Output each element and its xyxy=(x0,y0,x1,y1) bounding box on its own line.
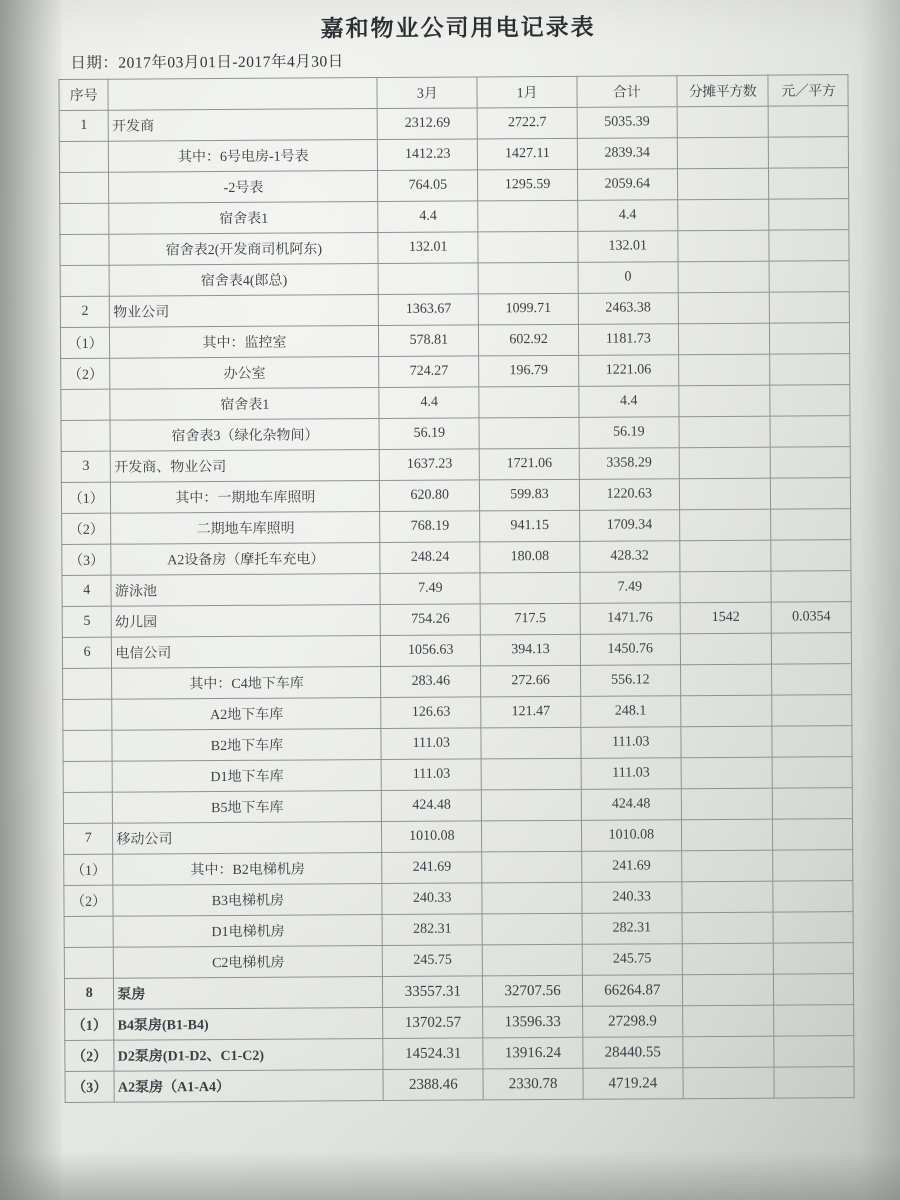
cell-no: 4 xyxy=(62,575,112,606)
cell-rate xyxy=(773,788,853,819)
cell-item: 宿舍表4(郎总) xyxy=(109,264,378,297)
cell-item: A2泵房（A1-A4） xyxy=(114,1070,383,1103)
cell-total: 111.03 xyxy=(581,758,681,790)
cell-total: 2059.64 xyxy=(577,169,677,201)
cell-month-3: 4.4 xyxy=(378,201,478,233)
cell-total: 66264.87 xyxy=(582,975,682,1007)
cell-month-1: 941.15 xyxy=(480,510,580,542)
cell-month-3: 283.46 xyxy=(381,666,481,698)
cell-share-area xyxy=(680,633,772,665)
cell-share-area xyxy=(677,168,769,200)
cell-share-area: 1542 xyxy=(680,602,772,634)
cell-share-area xyxy=(682,881,774,913)
table-row xyxy=(64,850,853,886)
cell-month-3: 1637.23 xyxy=(380,449,480,481)
cell-share-area xyxy=(680,695,772,727)
cell-share-area xyxy=(677,199,769,231)
table-row xyxy=(65,1067,854,1103)
cell-no xyxy=(60,203,110,234)
cell-month-1 xyxy=(480,572,580,604)
cell-item: 移动公司 xyxy=(113,822,382,855)
cell-month-1 xyxy=(479,417,579,449)
table-row xyxy=(63,757,852,793)
cell-month-3: 768.19 xyxy=(380,511,480,543)
cell-month-1: 180.08 xyxy=(480,541,580,573)
cell-no: 8 xyxy=(64,978,114,1009)
cell-no: 3 xyxy=(61,451,111,482)
table-row xyxy=(64,881,853,917)
page-title: 嘉和物业公司用电记录表 xyxy=(320,14,596,42)
cell-item: 宿舍表3（绿化杂物间） xyxy=(110,419,379,452)
cell-total: 2839.34 xyxy=(577,138,677,170)
cell-no xyxy=(63,730,113,761)
header-month-3: 3月 xyxy=(377,77,477,109)
cell-no xyxy=(63,792,113,823)
cell-item: 办公室 xyxy=(110,357,379,390)
cell-item: 开发商、物业公司 xyxy=(111,450,380,483)
cell-share-area xyxy=(678,354,770,386)
cell-no xyxy=(63,699,113,730)
cell-month-3: 13702.57 xyxy=(383,1007,483,1039)
cell-no: （1） xyxy=(61,482,111,513)
cell-rate xyxy=(771,540,851,571)
cell-share-area xyxy=(678,385,770,417)
cell-total: 248.1 xyxy=(581,696,681,728)
table-row xyxy=(60,323,849,359)
cell-month-1 xyxy=(478,231,578,263)
cell-item: 其中：B2电梯机房 xyxy=(113,853,382,886)
cell-total: 7.49 xyxy=(580,572,680,604)
cell-rate xyxy=(770,292,850,323)
cell-month-1 xyxy=(482,820,582,852)
cell-total: 0 xyxy=(578,262,678,294)
cell-share-area xyxy=(681,788,773,820)
header-total: 合计 xyxy=(577,76,677,108)
cell-item: A2地下车库 xyxy=(112,698,381,731)
cell-total: 1221.06 xyxy=(579,355,679,387)
table-row xyxy=(64,912,853,948)
cell-item: 其中：C4地下车库 xyxy=(112,667,381,700)
cell-item: 幼儿园 xyxy=(112,605,381,638)
table-row xyxy=(60,199,849,235)
cell-month-1 xyxy=(482,944,582,976)
header-month-1: 1月 xyxy=(477,76,577,108)
cell-rate xyxy=(772,664,852,695)
cell-total: 424.48 xyxy=(581,789,681,821)
cell-rate xyxy=(772,757,852,788)
cell-month-1: 2330.78 xyxy=(483,1068,583,1100)
table-row xyxy=(63,664,852,700)
cell-month-3: 4.4 xyxy=(379,387,479,419)
cell-month-3: 754.26 xyxy=(381,604,481,636)
cell-month-1: 602.92 xyxy=(479,324,579,356)
cell-item: 游泳池 xyxy=(111,574,380,607)
cell-no: （3） xyxy=(62,544,112,575)
cell-share-area xyxy=(679,478,771,510)
cell-no: （1） xyxy=(65,1009,115,1040)
table-row xyxy=(64,943,853,979)
cell-rate xyxy=(769,168,849,199)
cell-total: 3358.29 xyxy=(579,448,679,480)
cell-month-3: 1412.23 xyxy=(378,139,478,171)
cell-no: （1） xyxy=(64,854,114,885)
cell-item: 宿舍表1 xyxy=(110,388,379,421)
cell-rate xyxy=(773,912,853,943)
cell-no: 7 xyxy=(63,823,113,854)
cell-no xyxy=(61,420,111,451)
cell-month-1: 1295.59 xyxy=(478,169,578,201)
table-row xyxy=(61,447,850,483)
cell-total: 1471.76 xyxy=(580,603,680,635)
cell-total: 1450.76 xyxy=(580,634,680,666)
table-row xyxy=(63,819,852,855)
cell-item: B2地下车库 xyxy=(112,729,381,762)
photo-shadow-right xyxy=(860,0,900,1200)
header-share-area: 分摊平方数 xyxy=(677,75,769,107)
table-row xyxy=(62,602,851,638)
cell-rate xyxy=(770,385,850,416)
cell-no xyxy=(63,668,113,699)
cell-month-1 xyxy=(482,882,582,914)
cell-month-1 xyxy=(481,789,581,821)
cell-rate xyxy=(770,354,850,385)
header-item xyxy=(108,78,377,111)
cell-item: B3电梯机房 xyxy=(113,884,382,917)
cell-rate xyxy=(774,1005,854,1036)
cell-item: B4泵房(B1-B4) xyxy=(114,1008,383,1041)
cell-total: 4.4 xyxy=(579,386,679,418)
table-body xyxy=(59,106,854,1103)
cell-total: 4.4 xyxy=(578,200,678,232)
cell-no: （2） xyxy=(65,1040,115,1071)
cell-share-area xyxy=(682,943,774,975)
cell-rate xyxy=(771,447,851,478)
cell-total: 4719.24 xyxy=(583,1068,683,1100)
photo-shadow-bottom xyxy=(0,1152,900,1200)
cell-share-area xyxy=(678,261,770,293)
table-header-row xyxy=(59,75,848,111)
cell-rate xyxy=(769,137,849,168)
cell-month-1: 272.66 xyxy=(481,665,581,697)
cell-rate xyxy=(772,726,852,757)
cell-no xyxy=(60,234,110,265)
table-row xyxy=(60,230,849,266)
cell-total: 27298.9 xyxy=(583,1006,683,1038)
cell-share-area xyxy=(681,819,773,851)
table-row xyxy=(62,540,851,576)
cell-no xyxy=(64,947,114,978)
table-header xyxy=(59,75,848,111)
cell-share-area xyxy=(682,912,774,944)
cell-item: 其中：6号电房-1号表 xyxy=(109,140,378,173)
cell-total: 556.12 xyxy=(580,665,680,697)
cell-share-area xyxy=(679,447,771,479)
cell-item: 宿舍表1 xyxy=(109,202,378,235)
cell-share-area xyxy=(679,509,771,541)
cell-no xyxy=(60,172,110,203)
cell-rate xyxy=(774,1067,854,1098)
cell-rate xyxy=(770,416,850,447)
cell-rate xyxy=(773,819,853,850)
cell-rate xyxy=(768,106,848,137)
cell-no xyxy=(63,761,113,792)
cell-month-1: 121.47 xyxy=(481,696,581,728)
cell-rate xyxy=(769,230,849,261)
cell-month-3: 132.01 xyxy=(378,232,478,264)
cell-month-1: 1099.71 xyxy=(478,293,578,325)
cell-rate xyxy=(769,261,849,292)
cell-month-3: 1010.08 xyxy=(382,821,482,853)
cell-month-1 xyxy=(478,262,578,294)
cell-month-3: 56.19 xyxy=(379,418,479,450)
cell-month-3: 245.75 xyxy=(383,945,483,977)
cell-month-1: 717.5 xyxy=(480,603,580,635)
cell-share-area xyxy=(683,1067,775,1099)
cell-share-area xyxy=(678,323,770,355)
cell-month-3: 2388.46 xyxy=(383,1069,483,1101)
table-row xyxy=(64,974,853,1010)
cell-month-3: 424.48 xyxy=(382,790,482,822)
cell-month-3: 1363.67 xyxy=(379,294,479,326)
cell-no xyxy=(61,389,111,420)
cell-rate xyxy=(772,633,852,664)
table-row xyxy=(60,261,849,297)
cell-month-3: 33557.31 xyxy=(383,976,483,1008)
cell-item: 开发商 xyxy=(109,109,378,142)
cell-month-3: 241.69 xyxy=(382,852,482,884)
cell-month-3: 578.81 xyxy=(379,325,479,357)
cell-share-area xyxy=(677,137,769,169)
cell-no xyxy=(64,916,114,947)
cell-rate xyxy=(770,323,850,354)
cell-rate xyxy=(772,695,852,726)
cell-month-1: 13596.33 xyxy=(483,1006,583,1038)
cell-total: 240.33 xyxy=(582,882,682,914)
table-row xyxy=(63,788,852,824)
document-page xyxy=(58,3,865,1103)
cell-month-1 xyxy=(481,758,581,790)
cell-rate xyxy=(774,943,854,974)
cell-month-1 xyxy=(478,200,578,232)
cell-share-area xyxy=(680,664,772,696)
cell-no: 6 xyxy=(62,637,112,668)
cell-month-1: 2722.7 xyxy=(477,107,577,139)
cell-month-1 xyxy=(482,851,582,883)
cell-item: A2设备房（摩托车充电） xyxy=(111,543,380,576)
cell-item: D1地下车库 xyxy=(112,760,381,793)
header-rate: 元／平方 xyxy=(768,75,848,106)
cell-share-area xyxy=(678,292,770,324)
cell-month-3: 7.49 xyxy=(380,573,480,605)
cell-month-3: 724.27 xyxy=(379,356,479,388)
cell-month-3: 111.03 xyxy=(382,759,482,791)
cell-no: （3） xyxy=(65,1071,115,1102)
cell-month-3: 126.63 xyxy=(381,697,481,729)
cell-share-area xyxy=(678,230,770,262)
table-row xyxy=(61,478,850,514)
cell-month-3: 2312.69 xyxy=(378,108,478,140)
cell-share-area xyxy=(679,416,771,448)
cell-share-area xyxy=(681,757,773,789)
cell-month-3: 111.03 xyxy=(381,728,481,760)
table-row xyxy=(63,695,852,731)
cell-total: 28440.55 xyxy=(583,1037,683,1069)
cell-total: 245.75 xyxy=(582,944,682,976)
cell-item: 其中：一期地车库照明 xyxy=(111,481,380,514)
cell-share-area xyxy=(680,571,772,603)
table-row xyxy=(60,292,849,328)
cell-item: -2号表 xyxy=(109,171,378,204)
cell-month-3: 248.24 xyxy=(380,542,480,574)
table-row xyxy=(62,633,851,669)
cell-share-area xyxy=(682,974,774,1006)
cell-month-1: 1427.11 xyxy=(477,138,577,170)
cell-month-3: 14524.31 xyxy=(383,1038,483,1070)
table-row xyxy=(59,106,848,142)
cell-month-1: 13916.24 xyxy=(483,1037,583,1069)
table-row xyxy=(65,1036,854,1072)
cell-month-3: 240.33 xyxy=(382,883,482,915)
cell-total: 56.19 xyxy=(579,417,679,449)
cell-no: 5 xyxy=(62,606,112,637)
table-row xyxy=(62,509,851,545)
cell-rate xyxy=(774,1036,854,1067)
cell-rate: 0.0354 xyxy=(771,602,851,633)
cell-total: 2463.38 xyxy=(578,293,678,325)
cell-no xyxy=(59,141,109,172)
cell-month-3 xyxy=(378,263,478,295)
cell-rate xyxy=(771,509,851,540)
cell-month-3: 764.05 xyxy=(378,170,478,202)
cell-share-area xyxy=(677,106,769,138)
table-row xyxy=(62,571,851,607)
photo-shadow-left xyxy=(0,0,62,1200)
table-row xyxy=(63,726,852,762)
cell-no: （1） xyxy=(60,327,110,358)
cell-month-1: 599.83 xyxy=(480,479,580,511)
table-row xyxy=(65,1005,854,1041)
cell-no: 1 xyxy=(59,110,109,141)
cell-total: 5035.39 xyxy=(577,107,677,139)
cell-item: D1电梯机房 xyxy=(113,915,382,948)
cell-month-1: 1721.06 xyxy=(479,448,579,480)
cell-month-3: 1056.63 xyxy=(381,635,481,667)
table-row xyxy=(61,416,850,452)
cell-month-1: 394.13 xyxy=(480,634,580,666)
cell-share-area xyxy=(682,1005,774,1037)
cell-item: 泵房 xyxy=(114,977,383,1010)
cell-no: （2） xyxy=(61,358,111,389)
cell-month-3: 282.31 xyxy=(382,914,482,946)
cell-share-area xyxy=(682,1036,774,1068)
cell-rate xyxy=(773,850,853,881)
cell-total: 1220.63 xyxy=(579,479,679,511)
cell-month-1: 196.79 xyxy=(479,355,579,387)
cell-total: 428.32 xyxy=(580,541,680,573)
cell-item: 其中：监控室 xyxy=(110,326,379,359)
cell-rate xyxy=(771,478,851,509)
cell-no xyxy=(60,265,110,296)
cell-item: 物业公司 xyxy=(110,295,379,328)
cell-month-1 xyxy=(482,913,582,945)
cell-total: 241.69 xyxy=(582,851,682,883)
cell-item: D2泵房(D1-D2、C1-C2) xyxy=(114,1039,383,1072)
header-no: 序号 xyxy=(59,79,109,110)
cell-item: 宿舍表2(开发商司机阿东) xyxy=(109,233,378,266)
cell-rate xyxy=(774,974,854,1005)
cell-share-area xyxy=(679,540,771,572)
cell-month-3: 620.80 xyxy=(380,480,480,512)
cell-no: 2 xyxy=(60,296,110,327)
cell-item: 电信公司 xyxy=(112,636,381,669)
cell-item: B5地下车库 xyxy=(113,791,382,824)
cell-item: 二期地车库照明 xyxy=(111,512,380,545)
cell-total: 111.03 xyxy=(581,727,681,759)
cell-share-area xyxy=(681,726,773,758)
table-row xyxy=(60,168,849,204)
table-row xyxy=(59,137,848,173)
cell-month-1 xyxy=(481,727,581,759)
date-range-line: 日期：2017年03月01日-2017年4月30日 xyxy=(70,53,344,72)
cell-rate xyxy=(769,199,849,230)
cell-item: C2电梯机房 xyxy=(114,946,383,979)
cell-month-1: 32707.56 xyxy=(483,975,583,1007)
cell-total: 1010.08 xyxy=(581,820,681,852)
cell-total: 1181.73 xyxy=(578,324,678,356)
cell-total: 1709.34 xyxy=(579,510,679,542)
cell-share-area xyxy=(681,850,773,882)
cell-no: （2） xyxy=(62,513,112,544)
electricity-usage-table xyxy=(58,74,854,1103)
cell-month-1 xyxy=(479,386,579,418)
cell-rate xyxy=(773,881,853,912)
table-row xyxy=(61,354,850,390)
table-row xyxy=(61,385,850,421)
cell-no: （2） xyxy=(64,885,114,916)
cell-total: 132.01 xyxy=(578,231,678,263)
cell-rate xyxy=(771,571,851,602)
cell-total: 282.31 xyxy=(582,913,682,945)
